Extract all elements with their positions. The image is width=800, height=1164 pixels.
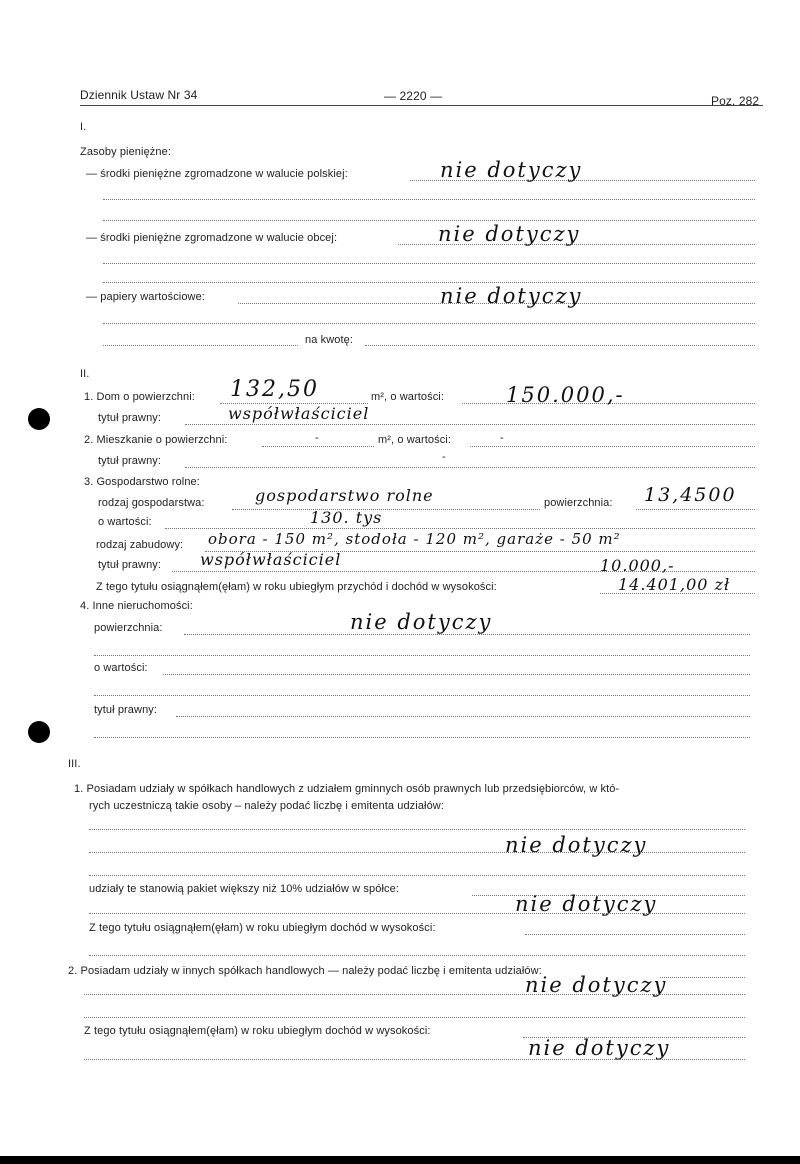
farm-title-label: tytuł prawny: xyxy=(98,559,162,571)
fill-line xyxy=(94,695,750,696)
fill-line xyxy=(89,875,745,876)
fill-line xyxy=(103,263,755,264)
house-title-label: tytuł prawny: xyxy=(98,412,162,424)
farm-type-label: rodzaj gospodarstwa: xyxy=(98,497,205,509)
farm-area: 13,4500 xyxy=(644,484,737,506)
farm-area-label: powierzchnia: xyxy=(544,497,613,509)
shares-pakiet-label: udziały te stanowią pakiet większy niż 10% udziałów w spółce: xyxy=(89,883,399,895)
farm-type: gospodarstwo rolne xyxy=(255,486,434,505)
fill-line xyxy=(636,509,755,510)
fill-line xyxy=(84,1059,745,1060)
farm-buildings: obora - 150 m², stodoła - 120 m², garaże - 50 m² xyxy=(208,530,621,548)
header-page-number: — 2220 — xyxy=(384,89,443,103)
fill-line xyxy=(176,716,750,717)
fill-line xyxy=(184,634,750,635)
house-label: 1. Dom o powierzchni: xyxy=(84,391,195,403)
securities-value: nie dotyczy xyxy=(440,284,583,308)
other-property-label: 4. Inne nieruchomości: xyxy=(80,600,193,612)
header-position: Poz. 282 xyxy=(711,94,760,108)
securities-amount-label: na kwotę: xyxy=(305,334,353,346)
shares-gminne-line2: rych uczestniczą takie osoby – należy podać liczbę i emitenta udziałów: xyxy=(89,800,445,812)
cash-pln-value: nie dotyczy xyxy=(440,158,583,182)
other-area-label: powierzchnia: xyxy=(94,622,163,634)
fill-line xyxy=(525,934,745,935)
farm-buildings-label: rodzaj zabudowy: xyxy=(96,539,184,551)
fill-line xyxy=(232,509,540,510)
fill-line xyxy=(103,345,298,346)
flat-label: 2. Mieszkanie o powierzchni: xyxy=(84,434,228,446)
farm-title: współwłaściciel xyxy=(200,550,342,569)
fill-line xyxy=(365,345,755,346)
securities-label: — papiery wartościowe: xyxy=(86,291,205,303)
flat-area: - xyxy=(315,432,319,444)
header-rule xyxy=(80,105,763,106)
house-title: współwłaściciel xyxy=(228,404,370,423)
shares-other-value: nie dotyczy xyxy=(525,973,668,997)
punch-hole xyxy=(28,408,50,430)
fill-line xyxy=(185,467,755,468)
shares-other-income-label: Z tego tytułu osiągnąłem(ęłam) w roku ubiegłym dochód w wysokości: xyxy=(84,1025,431,1037)
cash-foreign-label: — środki pieniężne zgromadzone w walucie obcej: xyxy=(86,232,338,244)
fill-line xyxy=(89,955,745,956)
fill-line xyxy=(89,829,745,830)
fill-line xyxy=(660,977,745,978)
shares-other-income: nie dotyczy xyxy=(528,1036,671,1060)
flat-title-label: tytuł prawny: xyxy=(98,455,162,467)
scan-bottom-edge xyxy=(0,1156,800,1164)
fill-line xyxy=(94,655,750,656)
farm-income-label: Z tego tytułu osiągnąłem(ęłam) w roku ubiegłym przychód i dochód w wysokości: xyxy=(96,581,497,593)
fill-line xyxy=(89,913,745,914)
other-title-label: tytuł prawny: xyxy=(94,704,158,716)
flat-value: - xyxy=(500,432,504,444)
fill-line xyxy=(89,852,745,853)
fill-line xyxy=(103,199,755,200)
cash-pln-label: — środki pieniężne zgromadzone w walucie polskiej: xyxy=(86,168,348,180)
other-area: nie dotyczy xyxy=(350,610,493,634)
farm-label: 3. Gospodarstwo rolne: xyxy=(84,476,200,488)
section-3-number: III. xyxy=(68,758,81,770)
house-value: 150.000,- xyxy=(506,383,625,407)
farm-title-amount: 10.000,- xyxy=(600,556,675,575)
fill-line xyxy=(470,446,755,447)
house-area: 132,50 xyxy=(230,377,319,402)
fill-line xyxy=(103,323,755,324)
fill-line xyxy=(163,674,750,675)
shares-pakiet-value: nie dotyczy xyxy=(515,892,658,916)
header-journal-title: Dziennik Ustaw Nr 34 xyxy=(80,88,198,102)
fill-line xyxy=(94,737,750,738)
fill-line xyxy=(84,994,745,995)
fill-line xyxy=(103,220,755,221)
fill-line xyxy=(165,528,755,529)
flat-unit-label: m², o wartości: xyxy=(378,434,452,446)
section-1-title: Zasoby pieniężne: xyxy=(80,146,171,158)
shares-gminne-income-label: Z tego tytułu osiągnąłem(ęłam) w roku ubiegłym dochód w wysokości: xyxy=(89,922,436,934)
fill-line xyxy=(84,1017,745,1018)
section-1-number: I. xyxy=(80,121,87,133)
fill-line xyxy=(262,446,374,447)
farm-income: 14.401,00 zł xyxy=(618,575,731,594)
farm-value: 130. tys xyxy=(310,508,383,527)
cash-foreign-value: nie dotyczy xyxy=(438,222,581,246)
shares-gminne-value: nie dotyczy xyxy=(505,833,648,857)
fill-line xyxy=(185,424,755,425)
flat-title: - xyxy=(442,451,446,463)
farm-value-label: o wartości: xyxy=(98,516,152,528)
shares-other-line1: 2. Posiadam udziały w innych spółkach handlowych — należy podać liczbę i emitenta udziałów: xyxy=(68,965,542,977)
section-2-number: II. xyxy=(80,368,90,380)
house-unit-label: m², o wartości: xyxy=(371,391,445,403)
shares-gminne-line1: 1. Posiadam udziały w spółkach handlowych z udziałem gminnych osób prawnych lub przedsiębiorców, w któ- xyxy=(74,783,620,795)
fill-line xyxy=(103,282,755,283)
punch-hole xyxy=(28,721,50,743)
other-value-label: o wartości: xyxy=(94,662,148,674)
